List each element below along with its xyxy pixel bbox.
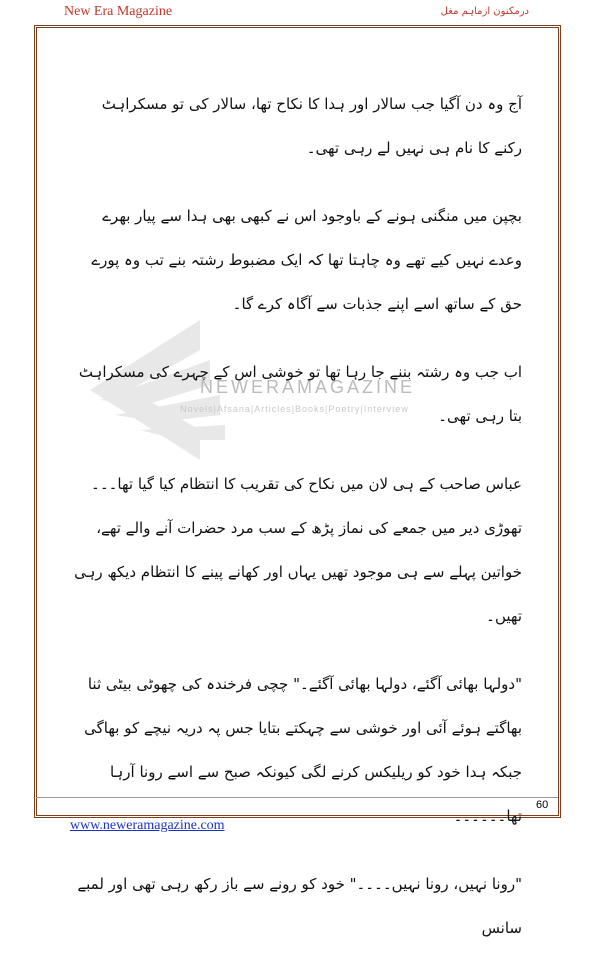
watermark-brand: NEWERAMAGAZINE — [200, 377, 416, 397]
paragraph: اب جب وہ رشتہ بننے جا رہا تھا تو خوشی اس کے چہرے کی مسکراہٹ بتا رہی تھی۔ — [78, 363, 522, 425]
article-body — [72, 88, 522, 974]
watermark-tagline: Novels|Afsana|Articles|Books|Poetry|Interview — [180, 404, 409, 414]
page-divider — [36, 797, 558, 798]
paragraph: بچپن میں منگنی ہونے کے باوجود اس نے کبھی بھی ہدا سے پیار بھرے وعدے نہیں کیے تھے وہ چاہتا تھا کہ ایک مضبوط رشتہ بنے تب وہ پورے حق کے ساتھ اسے اپنے جذبات سے آگاہ کرے گا۔ — [91, 207, 522, 313]
paragraph: "رونا نہیں، رونا نہیں۔۔۔۔" خود کو رونے سے باز رکھ رہی تھی اور لمبے سانس — [77, 875, 522, 937]
paragraph: "دولہا بھائی آگئے، دولہا بھائی آگئے۔" چچی فرخندہ کی چھوٹی بیٹی ثنا بھاگتے ہوئے آئی اور خوشی سے چہکتے بتایا جس پہ دریہ نیچے کو بھاگی جبکہ ہدا خود کو ریلیکس کرنے لگی کیونکہ صبح سے اسے رونا آرہا تھا۔۔۔۔۔۔ — [84, 675, 522, 825]
footer-link[interactable]: www.neweramagazine.com — [70, 818, 225, 833]
story-title: درمکنون ازماہم مغل — [440, 6, 529, 17]
page-number: 60 — [536, 799, 549, 811]
paragraph: آج وہ دن آگیا جب سالار اور ہدا کا نکاح تھا، سالار کی تو مسکراہٹ رکنے کا نام ہی نہیں لے رہی تھی۔ — [101, 95, 522, 157]
paragraph: عباس صاحب کے ہی لان میں نکاح کی تقریب کا انتظام کیا گیا تھا۔۔۔ تھوڑی دیر میں جمعے کی نماز پڑھ کے سب مرد حضرات آنے والے تھے، خواتین پہلے سے ہی موجود تھیں یہاں اور کھانے پینے کا انتظام دیکھ رہی تھیں۔ — [74, 475, 522, 625]
magazine-title: New Era Magazine — [64, 4, 173, 19]
